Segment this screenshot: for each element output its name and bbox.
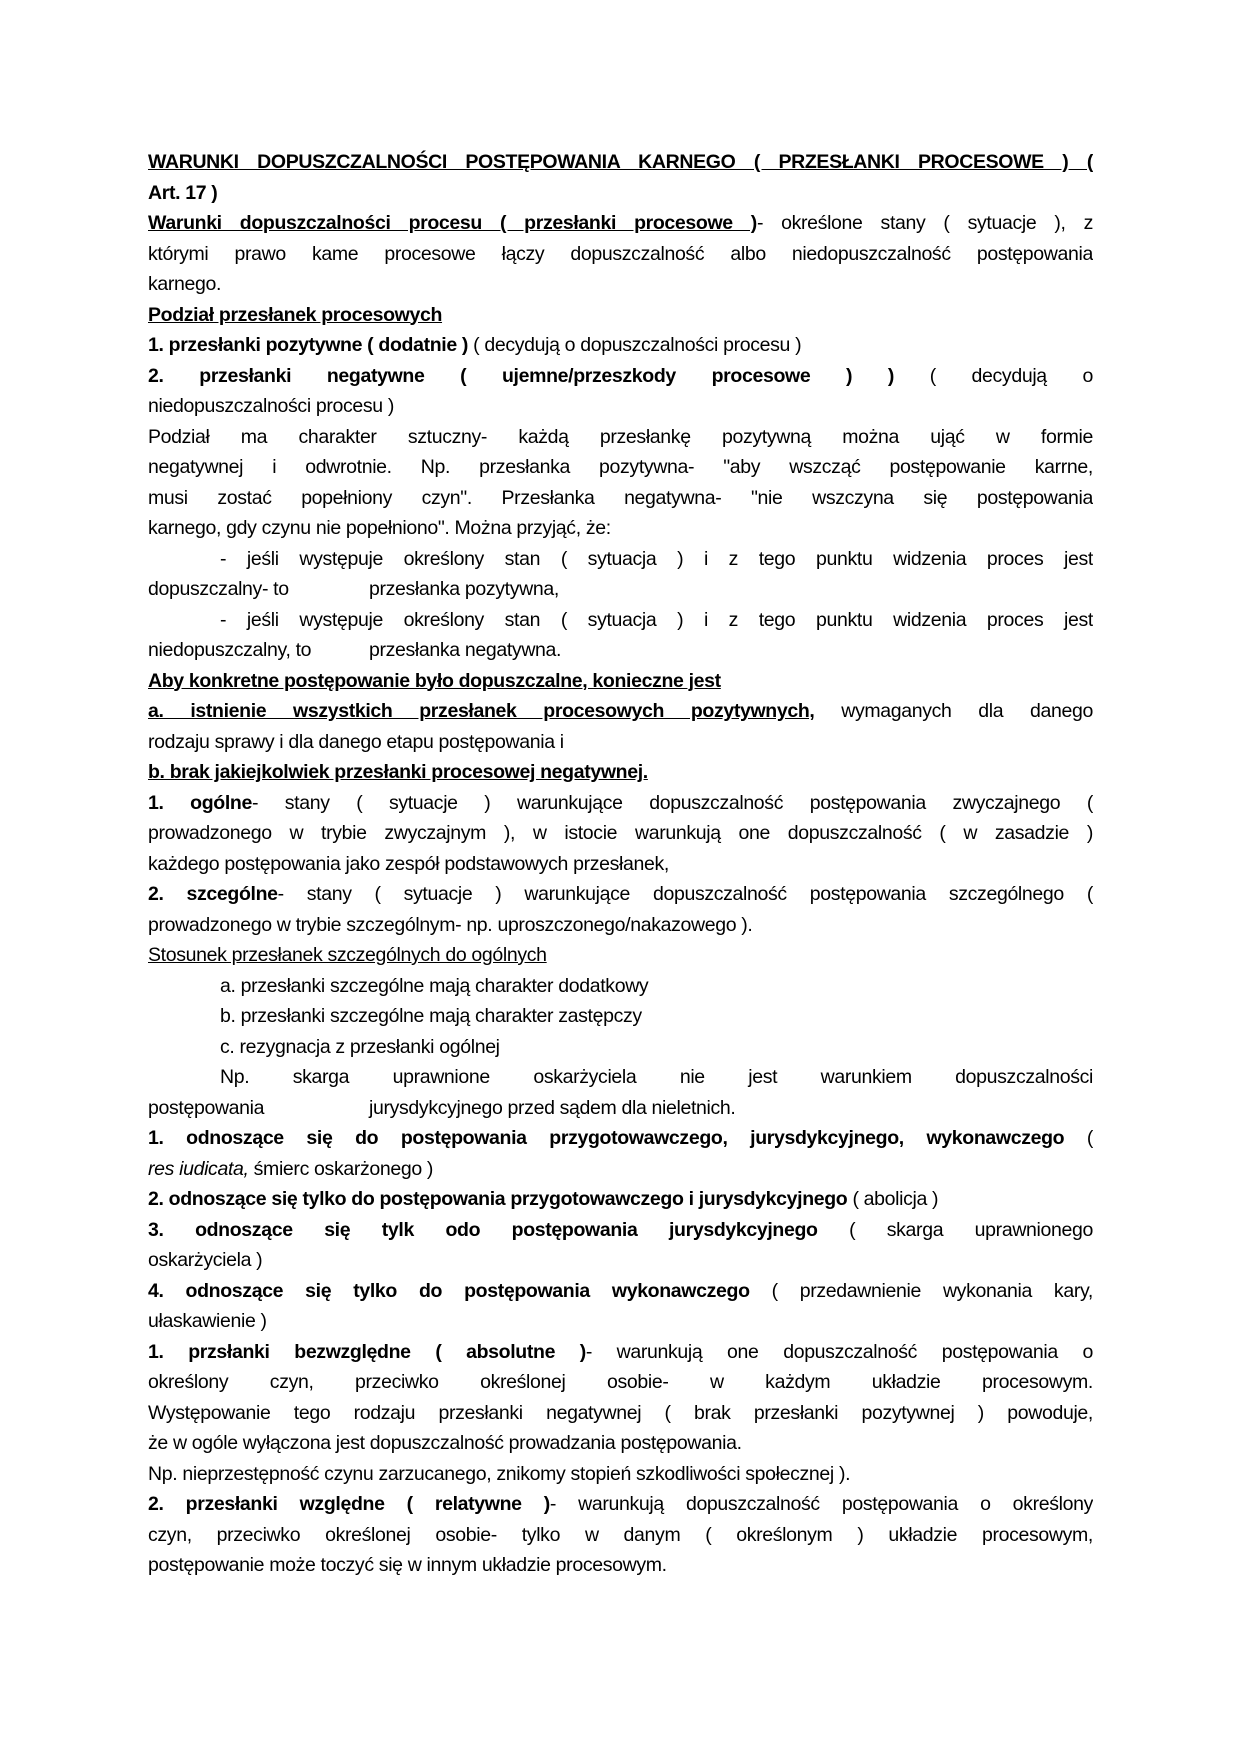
- text-run: ( abolicja ): [847, 1188, 939, 1210]
- text-run: - warunkują dopuszczalność postępowania o określony: [549, 1493, 1093, 1515]
- text-line: [148, 1489, 1093, 1520]
- text-line: [148, 1398, 1093, 1429]
- bold-run: Art. 17 ): [148, 181, 218, 204]
- underlined-run: Stosunek przesłanek szczególnych do ogólnych: [148, 944, 547, 966]
- text-line: [148, 178, 1093, 209]
- text-line: [148, 1062, 1093, 1093]
- text-line: [148, 1123, 1093, 1154]
- text-line: [148, 757, 1093, 788]
- text-run: dopuszczalny- to: [148, 578, 289, 600]
- text-line: [148, 1154, 1093, 1185]
- heading-run: Warunki dopuszczalności procesu ( przesłanki procesowe ): [148, 212, 757, 234]
- bold-run: 1. ogólne: [148, 791, 252, 814]
- text-run: karnego, gdy czynu nie popełniono". Można przyjąć, że:: [148, 517, 611, 539]
- text-line: [148, 1306, 1093, 1337]
- text-run: niedopuszczalny, to: [148, 639, 312, 661]
- text-line: [148, 1032, 1093, 1063]
- text-run: Np. nieprzestępność czynu zarzucanego, znikomy stopień szkodliwości społecznej ).: [148, 1462, 851, 1485]
- text-line: [148, 940, 1093, 971]
- text-line: [148, 422, 1093, 453]
- text-run: negatywnej i odwrotnie. Np. przesłanka pozytywna- "aby wszcząć postępowanie karrne,: [148, 456, 1093, 478]
- bold-run: 2. przesłanki względne ( relatywne ): [148, 1493, 550, 1515]
- bold-run: 1. przsłanki bezwzględne ( absolutne ): [148, 1340, 586, 1363]
- text-run: Np. skarga uprawnione oskarżyciela nie jest warunkiem dopuszczalności: [220, 1066, 1093, 1088]
- text-run: karnego.: [148, 273, 222, 295]
- text-line: [148, 1001, 1093, 1032]
- text-run: - stany ( sytuacje ) warunkujące dopuszczalność postępowania zwyczajnego (: [251, 791, 1093, 814]
- text-run: - jeśli występuje określony stan ( sytuacja ) i z tego punktu widzenia proces jest: [220, 608, 1093, 631]
- text-run: ( przedawnienie wykonania kary,: [749, 1279, 1093, 1302]
- text-run: - jeśli występuje określony stan ( sytuacja ) i z tego punktu widzenia proces jest: [220, 547, 1093, 570]
- text-run: czyn, przeciwko określonej osobie- tylko w danym ( określonym ) układzie procesowym,: [148, 1523, 1093, 1546]
- text-run: ( decydują o: [894, 364, 1093, 387]
- text-run: (: [1064, 1127, 1093, 1149]
- text-line: [148, 1520, 1093, 1551]
- heading-run: WARUNKI DOPUSZCZALNOŚCI POSTĘPOWANIA KARNEGO ( PRZESŁANKI PROCESOWE ) (: [148, 151, 1093, 173]
- text-line: [148, 1550, 1093, 1581]
- text-line: [148, 330, 1093, 361]
- text-run: - określone stany ( sytuacje ), z: [756, 212, 1093, 234]
- text-line: [148, 1245, 1093, 1276]
- text-run: ( skarga uprawnionego: [817, 1218, 1093, 1241]
- text-run: - warunkują one dopuszczalność postępowania o: [585, 1340, 1093, 1363]
- text-run: musi zostać popełniony czyn". Przesłanka negatywna- "nie wszczyna się postępowania: [148, 486, 1093, 509]
- text-line: [148, 696, 1093, 727]
- text-line: [148, 269, 1093, 300]
- heading-run: b. brak jakiejkolwiek przesłanki procesowej negatywnej.: [148, 761, 648, 783]
- text-run: prowadzonego w trybie szczególnym- np. uproszczonego/nakazowego ).: [148, 913, 753, 936]
- text-run: a. przesłanki szczególne mają charakter dodatkowy: [220, 974, 649, 997]
- text-run: b. przesłanki szczególne mają charakter zastępczy: [220, 1005, 642, 1027]
- text-run: Podział ma charakter sztuczny- każdą przesłankę pozytywną można ująć w formie: [148, 425, 1093, 448]
- text-line: [148, 361, 1093, 392]
- bold-run: 2. przesłanki negatywne ( ujemne/przeszkody procesowe ) ): [148, 364, 895, 387]
- text-line: [148, 910, 1093, 941]
- text-line: [148, 483, 1093, 514]
- text-run: którymi prawo kame procesowe łączy dopuszczalność albo niedopuszczalność postępowania: [148, 242, 1093, 265]
- text-line: [148, 513, 1093, 544]
- text-run: wymaganych dla danego: [814, 700, 1093, 722]
- text-run: oskarżyciela ): [148, 1249, 263, 1271]
- text-line: [148, 788, 1093, 819]
- text-run: ( decydują o dopuszczalności procesu ): [468, 334, 802, 356]
- text-run: c. rezygnacja z przesłanki ogólnej: [220, 1035, 500, 1058]
- text-line: [148, 452, 1093, 483]
- text-line: [148, 1459, 1093, 1490]
- text-line: [148, 605, 1093, 636]
- heading-run: Podział przesłanek procesowych: [148, 303, 443, 326]
- tabbed-run: przesłanka negatywna.: [369, 639, 562, 661]
- text-line: [148, 849, 1093, 880]
- text-line: [148, 208, 1093, 239]
- text-line: [148, 1428, 1093, 1459]
- text-run: postępowania: [148, 1096, 265, 1119]
- text-line: [148, 574, 1093, 605]
- text-line: [148, 635, 1093, 666]
- heading-run: Aby konkretne postępowanie było dopuszczalne, konieczne jest: [148, 669, 721, 692]
- tabbed-run: przesłanka pozytywna,: [369, 578, 559, 600]
- document-page: [148, 147, 1093, 1581]
- text-line: [148, 391, 1093, 422]
- text-line: [148, 1184, 1093, 1215]
- bold-run: 1. przesłanki pozytywne ( dodatnie ): [148, 334, 469, 356]
- text-line: [148, 971, 1093, 1002]
- text-run: Występowanie tego rodzaju przesłanki negatywnej ( brak przesłanki pozytywnej ) powoduje,: [148, 1401, 1093, 1424]
- text-line: [148, 239, 1093, 270]
- text-line: [148, 1093, 1093, 1124]
- bold-run: 4. odnoszące się tylko do postępowania wykonawczego: [148, 1279, 750, 1302]
- text-line: [148, 666, 1093, 697]
- bold-run: 2. szcególne: [148, 883, 278, 905]
- text-run: że w ogóle wyłączona jest dopuszczalność prowadzania postępowania.: [148, 1432, 742, 1454]
- text-line: [148, 544, 1093, 575]
- text-line: [148, 1367, 1093, 1398]
- text-run: postępowanie może toczyć się w innym układzie procesowym.: [148, 1554, 667, 1576]
- text-run: śmierc oskarżonego ): [248, 1157, 434, 1180]
- text-line: [148, 300, 1093, 331]
- text-line: [148, 879, 1093, 910]
- bold-run: 3. odnoszące się tylk odo postępowania jurysdykcyjnego: [148, 1218, 818, 1241]
- text-run: każdego postępowania jako zespół podstawowych przesłanek,: [148, 852, 669, 875]
- text-run: rodzaju sprawy i dla danego etapu postępowania i: [148, 730, 564, 753]
- bold-run: 2. odnoszące się tylko do postępowania przygotowawczego i jurysdykcyjnego: [148, 1188, 848, 1210]
- text-run: prowadzonego w trybie zwyczajnym ), w istocie warunkują one dopuszczalność ( w zasadzie ): [148, 822, 1093, 844]
- text-line: [148, 727, 1093, 758]
- text-run: - stany ( sytuacje ) warunkujące dopuszczalność postępowania szczególnego (: [277, 883, 1093, 905]
- text-line: [148, 1337, 1093, 1368]
- text-line: [148, 1215, 1093, 1246]
- bold-run: 1. odnoszące się do postępowania przygotowawczego, jurysdykcyjnego, wykonawczego: [148, 1127, 1065, 1149]
- text-line: [148, 818, 1093, 849]
- text-line: [148, 1276, 1093, 1307]
- tabbed-run: jurysdykcyjnego przed sądem dla nieletnich.: [369, 1096, 736, 1119]
- text-run: ułaskawienie ): [148, 1310, 267, 1332]
- italic-run: res iudicata,: [148, 1157, 249, 1180]
- text-line: [148, 147, 1093, 178]
- heading-run: a. istnienie wszystkich przesłanek procesowych pozytywnych,: [148, 700, 815, 722]
- text-run: określony czyn, przeciwko określonej osobie- w każdym układzie procesowym.: [148, 1371, 1093, 1393]
- text-run: niedopuszczalności procesu ): [148, 395, 395, 417]
